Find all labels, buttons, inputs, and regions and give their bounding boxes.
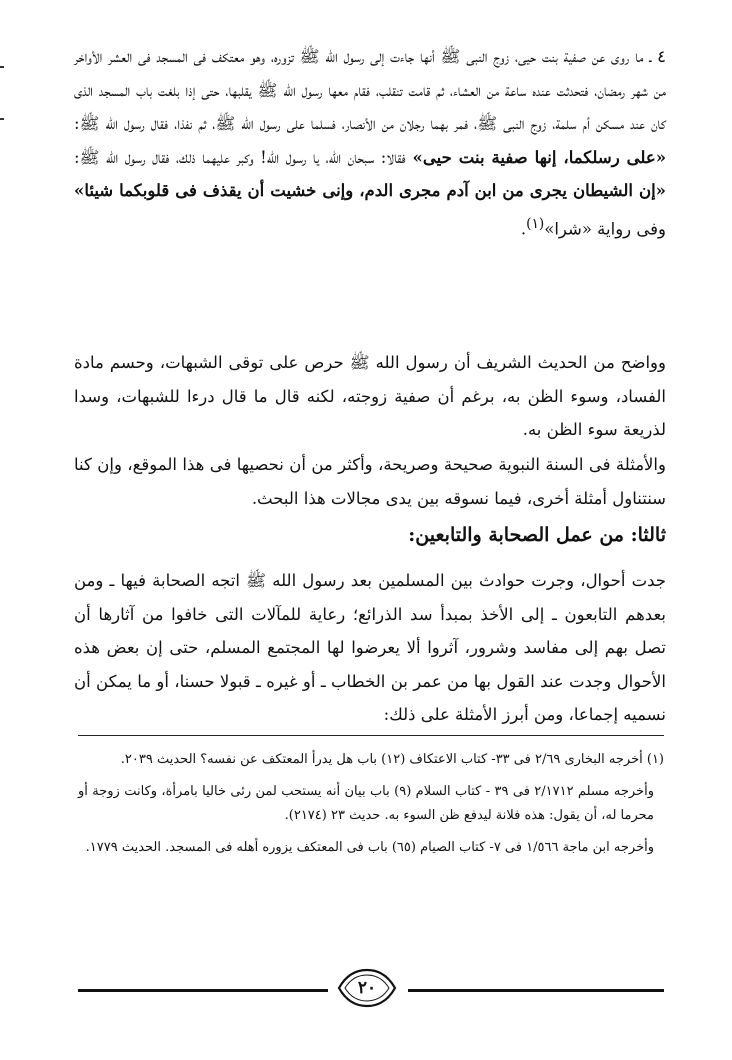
paragraph-commentary: وواضح من الحديث الشريف أن رسول الله ﷺ حرص على توقى الشبهات، وحسم مادة الفساد، وسوء الظن به، برغم أن صفية زوجته، لكنه قال ما قال درءا للشبهات، وسدا لذريعة سوء الظن به. xyxy=(74,353,666,439)
folio-rule-right xyxy=(408,989,664,992)
footnotes xyxy=(78,748,664,868)
paragraph-text: فقالا: سبحان الله، يا رسول الله! وكبر عليهما ذلك، فقال رسول الله ﷺ: xyxy=(74,147,406,167)
footnote-separator xyxy=(78,735,664,736)
quoted-saying: «إن الشيطان يجرى من ابن آدم مجرى الدم، وإنى خشيت أن يقذف فى قلوبكما شيئا» xyxy=(74,181,666,200)
footnote-item: (١) أخرجه البخارى ٢/٦٩ فى ٣٣- كتاب الاعتكاف (١٢) باب هل يدرأ المعتكف عن نفسه؟ الحديث ٢٠٣٩. xyxy=(120,752,664,767)
footnote-item: وأخرجه مسلم ٢/١٧١٢ فى ٣٩ - كتاب السلام (٩) باب بيان أنه يستحب لمن رئى خاليا بامرأة، وكانت زوجة أو محرما له، أن يقول: هذه فلانة ليدفع ظن السوء به. حديث ٢٣ (٢١٧٤). xyxy=(78,784,654,823)
paragraph-companions: جدت أحوال، وجرت حوادث بين المسلمين بعد رسول الله ﷺ اتجه الصحابة فيها ـ ومن بعدهم التابعون ـ إلى الأخذ بمبدأ سد الذرائع؛ رعاية للمآلات التى خافوا من آثارها أن تصل بهم إلى مفاسد وشرور، آثروا ألا يعرضوا لها المجتمع المسلم، حتى إن بعض هذه الأحوال وجدت عند القول بها من عمر بن الخطاب ـ أو غيره ـ قبولا حسنا، أو ما يمكن أن نسميه إجماعا، ومن أبرز الأمثلة على ذلك: xyxy=(74,571,666,724)
page-number: ٢٠ xyxy=(357,978,377,998)
section-body xyxy=(74,524,666,732)
margin-mark xyxy=(0,66,4,68)
page-number-ornament xyxy=(335,966,399,1010)
paragraph-text: ٤ ـ ما روى عن صفية بنت حيى، زوج النبى ﷺ أنها جاءت إلى رسول الله ﷺ تزوره، وهو معتكف فى المسجد فى العشر الأواخر من شهر رمضان، فتحدثت عنده ساعة من العشاء، ثم قامت تنقلب، فقام معها رسول الله ﷺ يقلبها، حتى إذا بلغت باب المسجد الذى كان عند مسكن أم سلمة، زوج النبى ﷺ، فمر بهما رجلان من الأنصار، فسلما على رسول الله ﷺ، ثم نفذا، فقال رسول الله ﷺ: xyxy=(74,47,666,133)
footnote-item: وأخرجه ابن ماجة ١/٥٦٦ فى ٧- كتاب الصيام (٦٥) باب فى المعتكف يزوره أهله فى المسجد. الحديث ١٧٧٩. xyxy=(85,840,654,855)
paragraph-text: وفى رواية «شرا» xyxy=(544,219,666,238)
paragraph-end: . xyxy=(520,219,527,238)
footnote-ref: (١) xyxy=(526,215,545,232)
paragraph-hadith xyxy=(74,40,666,246)
section-heading: ثالثا: من عمل الصحابة والتابعين: xyxy=(408,524,666,546)
folio-rule-left xyxy=(78,989,328,992)
paragraph-examples: والأمثلة فى السنة النبوية صحيحة وصريحة، وأكثر من أن نحصيها فى هذا الموقع، وإن كنا سنتناول أمثلة أخرى، فيما نسوقه بين يدى مجالات هذا البحث. xyxy=(74,455,666,508)
margin-mark xyxy=(0,118,4,120)
quoted-saying: «على رسلكما، إنها صفية بنت حيى» xyxy=(405,147,667,167)
